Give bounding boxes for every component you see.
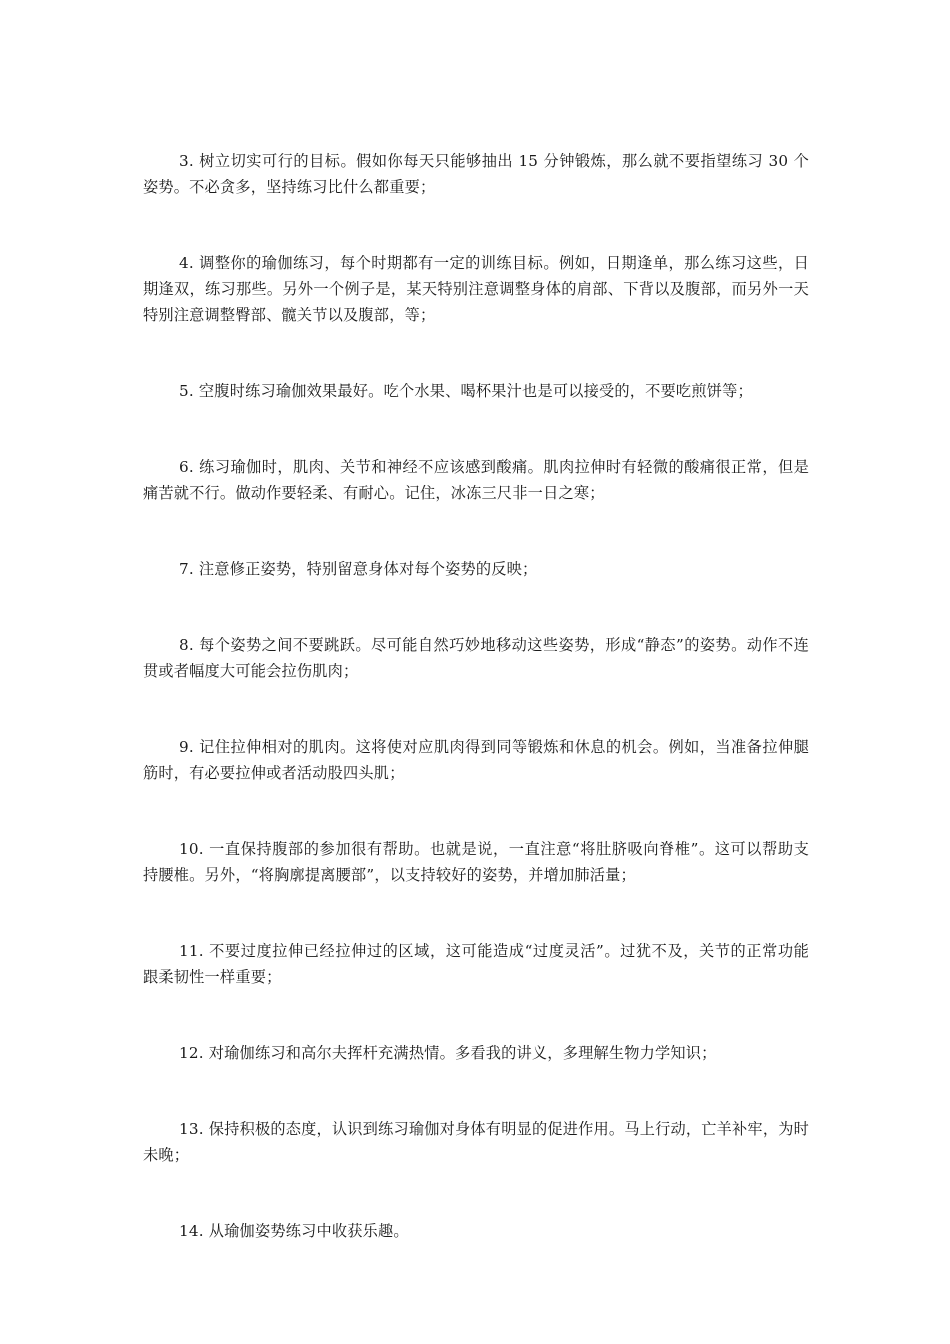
- paragraph-tip-12: 12. 对瑜伽练习和高尔夫挥杆充满热情。多看我的讲义，多理解生物力学知识；: [179, 1044, 717, 1062]
- document-body: [143, 148, 809, 1244]
- paragraph-tip-6: 6. 练习瑜伽时，肌肉、关节和神经不应该感到酸痛。肌肉拉伸时有轻微的酸痛很正常，但是痛苦就不行。做动作要轻柔、有耐心。记住，冰冻三尺非一日之寒；: [143, 458, 809, 502]
- paragraph-tip-9: 9. 记住拉伸相对的肌肉。这将使对应肌肉得到同等锻炼和休息的机会。例如，当准备拉伸腿筋时，有必要拉伸或者活动股四头肌；: [143, 738, 809, 782]
- paragraph-tip-4: 4. 调整你的瑜伽练习，每个时期都有一定的训练目标。例如，日期逢单，那么练习这些，日期逢双，练习那些。另外一个例子是，某天特别注意调整身体的肩部、下背以及腹部，而另外一天特别注意调整臀部、髋关节以及腹部，等；: [143, 254, 809, 324]
- paragraph-tip-3: 3. 树立切实可行的目标。假如你每天只能够抽出 15 分钟锻炼，那么就不要指望练习 30 个姿势。不必贪多，坚持练习比什么都重要；: [143, 152, 809, 196]
- paragraph-tip-10: 10. 一直保持腹部的参加很有帮助。也就是说，一直注意“将肚脐吸向脊椎”。这可以帮助支持腰椎。另外，“将胸廓提离腰部”，以支持较好的姿势，并增加肺活量；: [143, 840, 809, 884]
- paragraph-tip-7: 7. 注意修正姿势，特别留意身体对每个姿势的反映；: [179, 560, 538, 578]
- paragraph-tip-5: 5. 空腹时练习瑜伽效果最好。吃个水果、喝杯果汁也是可以接受的，不要吃煎饼等；: [179, 382, 753, 400]
- paragraph-tip-14: 14. 从瑜伽姿势练习中收获乐趣。: [179, 1222, 409, 1240]
- paragraph-tip-8: 8. 每个姿势之间不要跳跃。尽可能自然巧妙地移动这些姿势，形成“静态”的姿势。动作不连贯或者幅度大可能会拉伤肌肉；: [143, 636, 809, 680]
- paragraph-tip-11: 11. 不要过度拉伸已经拉伸过的区域，这可能造成“过度灵活”。过犹不及，关节的正常功能跟柔韧性一样重要；: [143, 942, 809, 986]
- paragraph-tip-13: 13. 保持积极的态度，认识到练习瑜伽对身体有明显的促进作用。马上行动，亡羊补牢，为时未晚；: [143, 1120, 809, 1164]
